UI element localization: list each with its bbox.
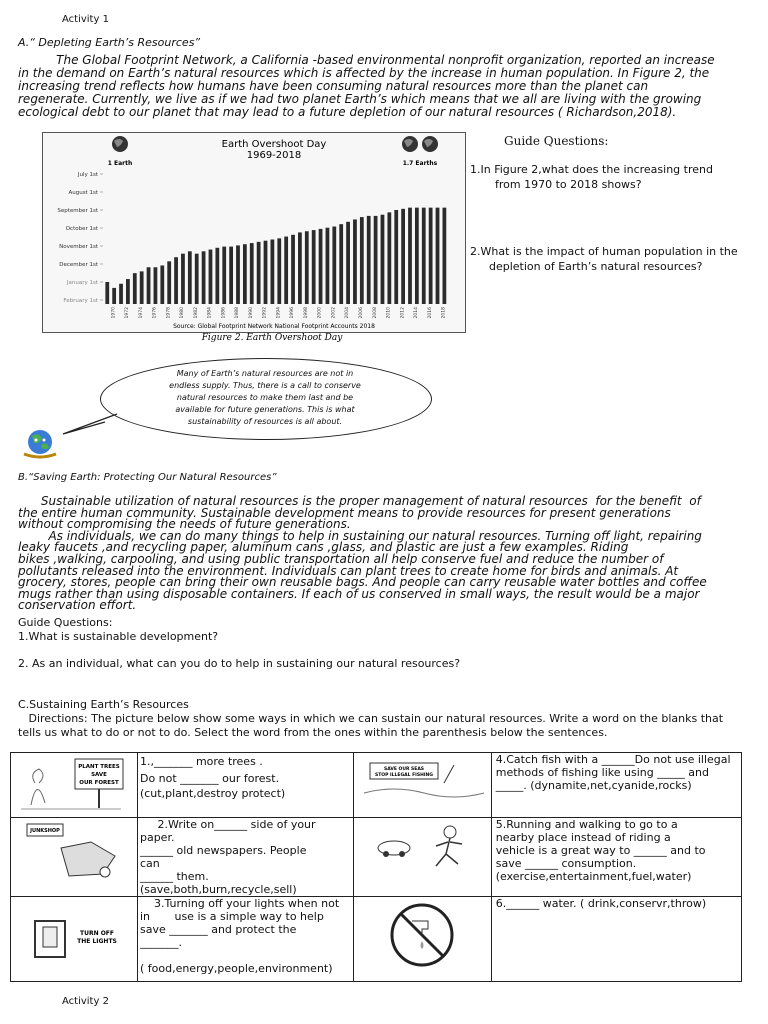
chart-bar <box>326 228 330 304</box>
activity-table <box>10 752 742 982</box>
x-tick-label: 2014 <box>414 307 420 319</box>
item-3-line: 3.Turning off your lights when not <box>139 897 340 910</box>
chart-bar <box>429 208 433 304</box>
chart-bar <box>174 257 178 304</box>
y-tick-label: February 1st <box>63 298 98 304</box>
chart-bar <box>215 248 219 304</box>
bubble-line: endless supply. Thus, there is a call to conserve <box>169 381 361 390</box>
activity-2-label: Activity 2 <box>62 996 109 1007</box>
bubble-line: Many of Earth’s natural resources are not in <box>176 369 354 378</box>
y-tick-label: December 1st <box>59 262 98 268</box>
chart-bar <box>401 209 405 304</box>
x-tick-label: 1982 <box>193 307 199 319</box>
item-5-line: nearby place instead of riding a <box>495 831 671 844</box>
x-tick-label: 1990 <box>248 307 254 319</box>
section-a-line: increasing trend reflects how humans have been consuming natural resources more than the planet can <box>18 79 649 93</box>
item-5-line: vehicle is a great way to ______ and to <box>495 844 706 857</box>
section-a-title: A.“ Depleting Earth’s Resources” <box>18 36 201 49</box>
chart-bar <box>126 279 130 304</box>
chart-bar <box>202 251 206 304</box>
chart-bar <box>346 222 350 304</box>
x-tick-label: 2004 <box>345 307 351 319</box>
guide-a-q1 <box>470 162 760 192</box>
chart-bar <box>422 208 426 304</box>
guide-b-title: Guide Questions: <box>18 616 113 629</box>
x-tick-label: 1972 <box>125 307 131 319</box>
x-tick-label: 1994 <box>276 307 282 319</box>
x-tick-label: 1984 <box>207 307 213 319</box>
directions-line: tells us what to do or not to do. Select the word from the ones within the parenthesis below the sentences. <box>18 726 608 739</box>
chart-bar <box>112 288 116 304</box>
item-3-cell <box>137 897 353 982</box>
chart-bar <box>250 243 254 304</box>
chart-caption: Figure 2. Earth Overshoot Day <box>201 333 343 343</box>
section-a-line: regenerate. Currently, we live as if we had two planet Earth’s which means that we all are living with the growing <box>18 92 702 106</box>
section-b-title: B.“Saving Earth: Protecting Our Natural Resources” <box>18 472 277 483</box>
x-tick-label: 1978 <box>166 307 172 319</box>
x-tick-label: 2000 <box>317 307 323 319</box>
chart-bar <box>264 241 268 304</box>
directions-line: Directions: The picture below show some ways in which we can sustain our natural resources. Write a word on the blanks that <box>18 712 724 725</box>
item-3-line: save _______ and protect the <box>139 923 297 936</box>
x-tick-label: 2016 <box>427 307 433 319</box>
chart-bar <box>188 251 192 304</box>
chart-bar <box>243 244 247 304</box>
section-b-line: mugs rather than using disposable containers. If each of us conserved in small ways, the result would be a major <box>18 586 700 601</box>
item-1-cell <box>137 753 353 818</box>
sign-lights-line: TURN OFF <box>80 930 114 937</box>
item-2-line: paper. <box>139 831 175 844</box>
item-1-line: (cut,plant,destroy protect) <box>139 787 286 800</box>
chart-subtitle: 1969-2018 <box>246 150 302 161</box>
guide-a-q2-line: depletion of Earth’s natural resources? <box>489 260 703 273</box>
guide-a-q2-line: 2.What is the impact of human population in the <box>470 245 738 258</box>
chart-bar <box>209 250 213 304</box>
section-b-paragraph <box>18 496 748 612</box>
chart-bar <box>408 208 412 304</box>
chart-bar <box>229 247 233 304</box>
section-b-line: without compromising the needs of future generations. <box>18 517 351 532</box>
item-4-line: 4.Catch fish with a ______Do not use illegal <box>495 753 731 766</box>
chart-bar <box>353 219 357 304</box>
chart-title: Earth Overshoot Day <box>221 139 327 150</box>
img-turn-off-lights <box>11 897 138 982</box>
bubble-text <box>145 368 385 428</box>
y-tick-label: August 1st <box>68 190 98 196</box>
item-4-line: methods of fishing like using _____ and <box>495 766 709 779</box>
x-tick-label: 2008 <box>372 307 378 319</box>
sign-fish-line: SAVE OUR SEAS <box>383 767 424 772</box>
chart-bar <box>339 224 343 304</box>
item-5-line: 5.Running and walking to go to a <box>495 818 678 831</box>
chart-bar <box>298 232 302 304</box>
chart-bar <box>167 261 171 304</box>
globe-right-icon-2 <box>422 136 438 152</box>
sign-fish-line: STOP ILLEGAL FISHING <box>374 773 433 778</box>
chart-bar <box>381 215 385 304</box>
guide-a-title: Guide Questions: <box>504 134 609 148</box>
chart-bar <box>181 254 185 304</box>
img-junkshop <box>11 818 138 897</box>
chart-bar <box>133 273 137 304</box>
chart-bar <box>105 282 109 304</box>
sign-plant-line: OUR FOREST <box>79 780 119 786</box>
section-a-paragraph <box>18 54 748 119</box>
running-picture <box>354 818 490 880</box>
section-c-title: C.Sustaining Earth’s Resources <box>18 698 189 711</box>
plant-trees-picture <box>11 753 135 813</box>
x-tick-label: 1974 <box>138 307 144 319</box>
chart-bar <box>236 245 240 304</box>
guide-a-q1-line: 1.In Figure 2,what does the increasing trend <box>470 163 713 176</box>
item-2-line: can <box>139 857 160 870</box>
section-b-line: conservation effort. <box>18 598 137 613</box>
section-b-line: bikes ,walking, carpooling, and using public transportation all help conserve fuel and reduce the number of <box>18 551 664 566</box>
chart-bar <box>305 231 309 304</box>
x-tick-label: 2006 <box>359 307 364 319</box>
item-3-line <box>140 949 353 962</box>
sign-plant-line: PLANT TREES <box>78 764 120 770</box>
x-tick-label: 1976 <box>152 307 158 319</box>
img-running <box>353 818 491 897</box>
sign-junkshop: JUNKSHOP <box>30 828 60 834</box>
item-6-cell <box>491 897 741 982</box>
chart-bar <box>367 216 371 304</box>
chart-bar <box>360 217 364 304</box>
item-5-line: (exercise,entertainment,fuel,water) <box>495 870 692 883</box>
item-2-line: ______ old newspapers. People <box>139 844 307 857</box>
chart-bar <box>257 242 261 304</box>
globe-right-icon <box>402 136 418 152</box>
chart-bar <box>387 212 391 304</box>
chart-bar <box>277 238 281 304</box>
img-no-water-waste <box>353 897 491 982</box>
chart-left-label: 1 Earth <box>107 160 133 167</box>
x-tick-label: 1992 <box>262 307 268 319</box>
illegal-fishing-picture <box>354 753 490 813</box>
y-tick-label: October 1st <box>65 226 98 232</box>
junkshop-picture <box>11 818 135 880</box>
x-tick-label: 1970 <box>111 307 117 319</box>
x-tick-label: 2018 <box>441 307 447 319</box>
x-tick-label: 1986 <box>221 307 227 319</box>
chart-right-label: 1.7 Earths <box>402 160 438 167</box>
y-tick-label: September 1st <box>57 208 98 214</box>
x-tick-label: 1980 <box>180 307 186 319</box>
chart-bar <box>271 240 275 304</box>
section-b-line: grocery, stores, people can bring their own reusable bags. And people can carry reusable water bottles and coffee <box>18 575 707 590</box>
section-c-directions <box>18 712 758 740</box>
chart-bar <box>147 267 151 304</box>
guide-b-q2: 2. As an individual, what can you do to help in sustaining our natural resources? <box>18 657 461 670</box>
chart-bar <box>436 208 440 304</box>
chart-bar <box>160 265 164 304</box>
section-a-line: ecological debt to our planet that may lead to a future depletion of our natural resources ( Richardson,2018). <box>18 105 677 119</box>
chart-bar <box>319 229 323 304</box>
section-b-line: leaky faucets ,and recycling paper, aluminum cans ,glass, and plastic are just a few examples. Riding <box>18 540 629 555</box>
chart-bar <box>394 210 398 304</box>
item-2-line: 2.Write on______ side of your <box>139 818 316 831</box>
item-5-line: save ______ consumption. <box>495 857 637 870</box>
guide-b-q1: 1.What is sustainable development? <box>18 630 219 643</box>
chart-bar <box>374 216 378 304</box>
item-3-line: _______. <box>139 936 182 949</box>
chart-bar <box>222 247 226 304</box>
section-b-line: pollutants released into the environment. Individuals can plant trees to create home for birds and animals. At <box>18 563 679 578</box>
item-3-line: ( food,energy,people,environment) <box>139 962 333 975</box>
chart-bar <box>332 227 336 304</box>
sign-plant-line: SAVE <box>91 772 107 778</box>
item-2-line: (save,both,burn,recycle,sell) <box>139 883 297 896</box>
x-tick-label: 1996 <box>290 307 296 319</box>
no-water-waste-picture <box>354 897 490 977</box>
item-3-line: in use is a simple way to help <box>139 910 324 923</box>
bubble-line: available for future generations. This is what <box>175 405 355 414</box>
item-6-line: 6.______ water. ( drink,conservr,throw) <box>495 897 707 910</box>
bubble-line: sustainability of resources is all about. <box>187 417 343 426</box>
y-tick-label: January 1st <box>66 280 98 286</box>
item-2-line: ______ them. <box>139 870 209 883</box>
item-1-line: 1.,_______ more trees . <box>139 755 263 768</box>
earth-overshoot-chart <box>42 132 466 346</box>
item-4-line: _____. (dynamite,net,cyanide,rocks) <box>495 779 692 792</box>
chart-bar <box>195 254 199 304</box>
chart-bar <box>154 267 158 304</box>
section-a-line: in the demand on Earth’s natural resources which is affected by the increase in human population. In Figure 2, the <box>18 66 710 80</box>
earth-mascot-icon <box>16 424 66 460</box>
img-illegal-fishing <box>353 753 491 818</box>
y-tick-label: July 1st <box>77 172 98 178</box>
activity-1-label: Activity 1 <box>62 14 109 25</box>
turn-off-lights-picture <box>11 897 135 977</box>
sign-lights-line: THE LIGHTS <box>77 938 117 945</box>
x-tick-label: 2012 <box>400 307 406 319</box>
chart-bar <box>443 208 447 304</box>
guide-a-q2 <box>470 244 760 274</box>
chart-bar <box>291 235 295 304</box>
item-1-line: Do not _______ our forest. <box>139 772 280 785</box>
x-tick-label: 2002 <box>331 307 337 319</box>
globe-left-icon <box>112 136 128 152</box>
section-b-line: As individuals, we can do many things to help in sustaining our natural resources. Turning off light, repairing <box>18 528 702 543</box>
section-b-line: Sustainable utilization of natural resources is the proper management of natural resources for the benefit of <box>18 494 701 508</box>
x-tick-label: 1998 <box>303 307 309 319</box>
item-2-cell <box>137 818 353 897</box>
x-tick-label: 1988 <box>235 307 241 319</box>
chart-bar <box>284 237 288 304</box>
bubble-line: natural resources to make them last and be <box>176 393 354 402</box>
img-plant-trees <box>11 753 138 818</box>
chart-bar <box>140 271 144 304</box>
section-a-line: The Global Footprint Network, a California -based environmental nonprofit organization, reported an increase <box>18 53 715 67</box>
item-5-cell <box>491 818 741 897</box>
item-4-cell <box>491 753 741 818</box>
guide-a-q1-line: from 1970 to 2018 shows? <box>495 178 642 191</box>
section-b-line: the entire human community. Sustainable development means to provide resources for present generations <box>18 505 671 520</box>
x-tick-label: 2010 <box>386 307 392 319</box>
chart-bar <box>119 284 123 304</box>
chart-bar <box>415 208 419 304</box>
chart-bar <box>312 230 316 304</box>
chart-source: Source: Global Footprint Network National Footprint Accounts 2018 <box>173 323 375 330</box>
y-tick-label: November 1st <box>59 244 98 250</box>
